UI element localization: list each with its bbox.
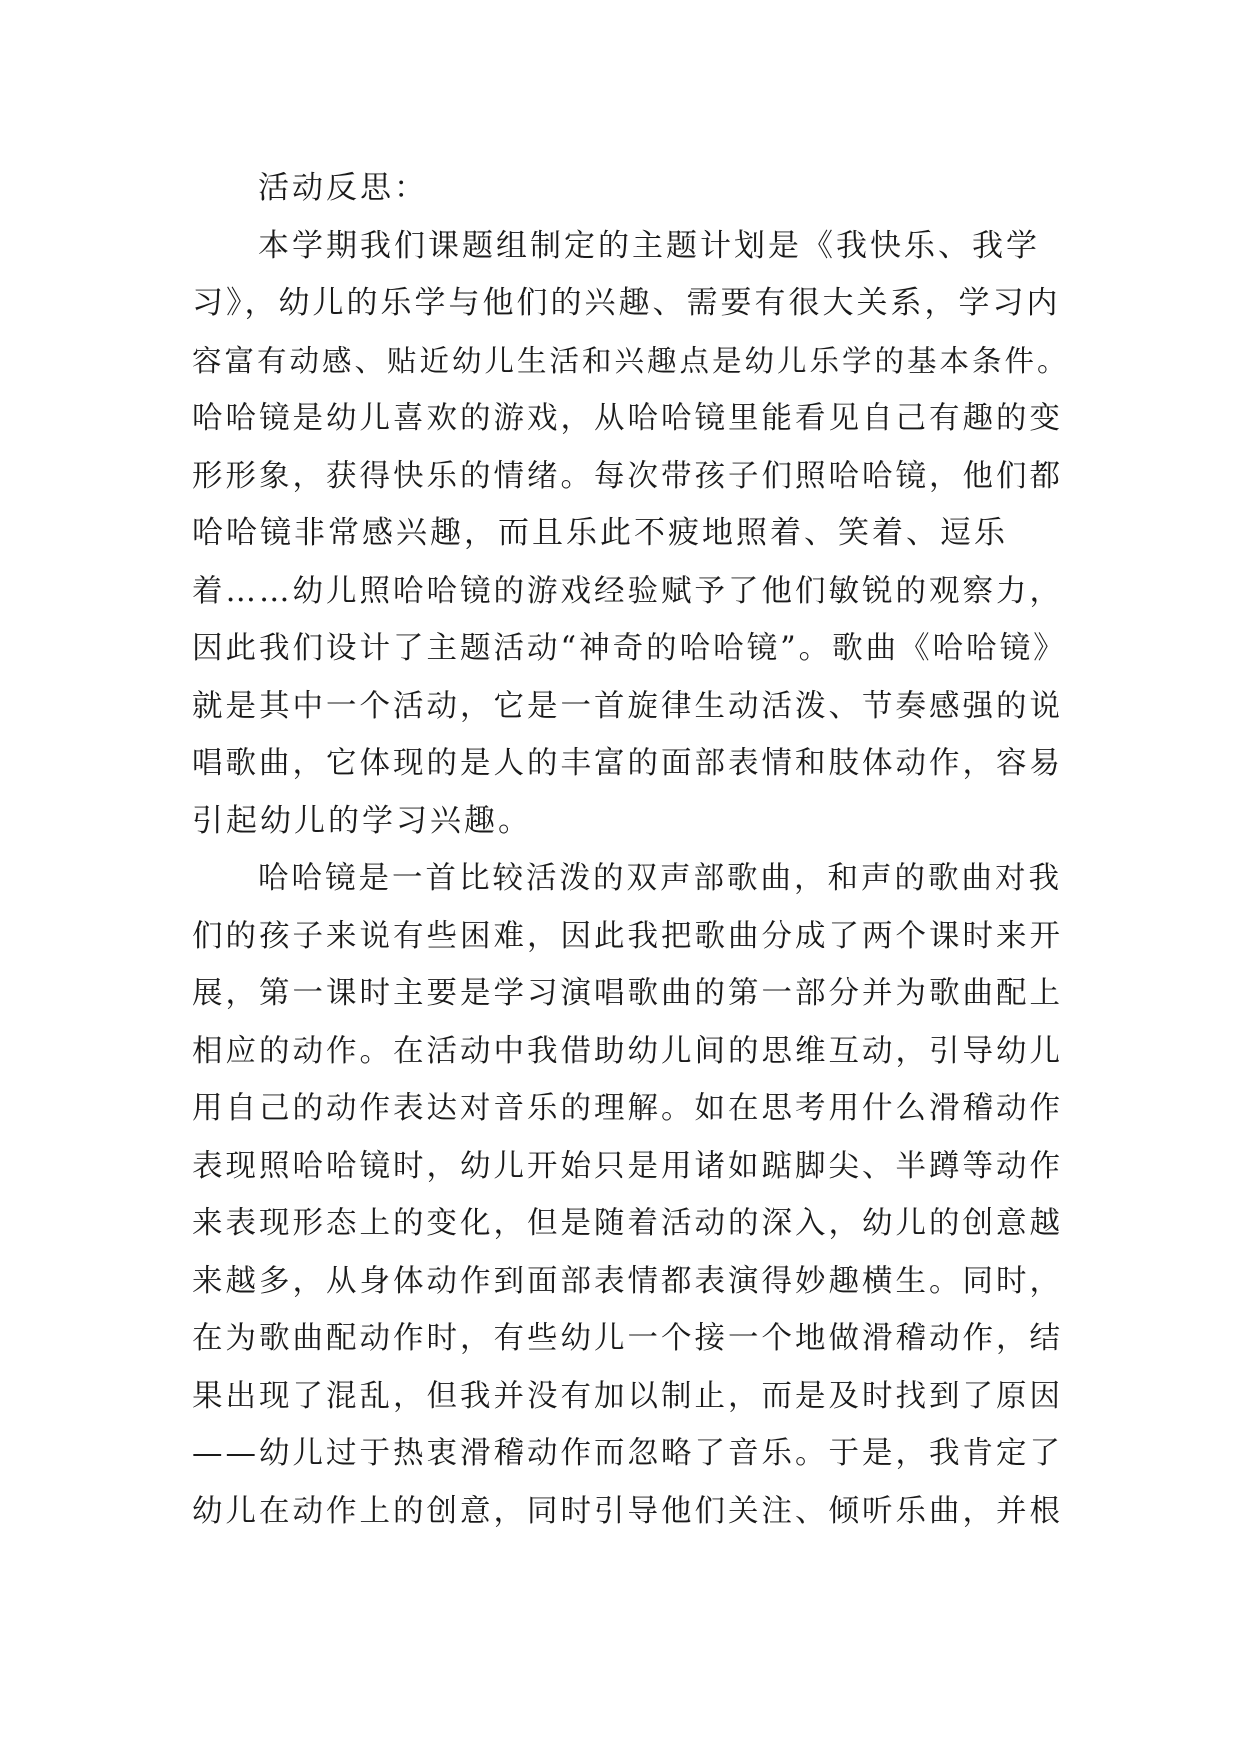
paragraph-line: 因此我们设计了主题活动“神奇的哈哈镜”。歌曲《哈哈镜》: [192, 631, 1067, 666]
paragraph-line: 习》，幼儿的乐学与他们的兴趣、需要有很大关系，学习内: [192, 285, 1061, 321]
paragraph-line: 就是其中一个活动，它是一首旋律生动活泼、节奏感强的说: [192, 688, 1063, 724]
paragraph-line: 着……幼儿照哈哈镜的游戏经验赋予了他们敏锐的观察力，: [192, 573, 1063, 609]
paragraph-line: ——幼儿过于热衷滑稽动作而忽略了音乐。于是，我肯定了: [192, 1436, 1063, 1471]
paragraph-line: 来表现形态上的变化，但是随着活动的深入，幼儿的创意越: [192, 1206, 1063, 1241]
paragraph-line: 在为歌曲配动作时，有些幼儿一个接一个地做滑稽动作，结: [192, 1321, 1063, 1356]
paragraph-line: 哈哈镜非常感兴趣，而且乐此不疲地照着、笑着、逗乐: [192, 515, 1008, 551]
paragraph-line: 引起幼儿的学习兴趣。: [192, 802, 532, 839]
section-heading: 活动反思：: [258, 170, 428, 206]
paragraph-line: 本学期我们课题组制定的主题计划是《我快乐、我学: [258, 227, 1040, 264]
paragraph-line: 形形象，获得快乐的情绪。每次带孩子们照哈哈镜，他们都: [192, 458, 1063, 494]
document-body: [192, 160, 1072, 1540]
paragraph-line: 幼儿在动作上的创意，同时引导他们关注、倾听乐曲，并根: [192, 1493, 1063, 1529]
paragraph-line: 哈哈镜是一首比较活泼的双声部歌曲，和声的歌曲对我: [258, 861, 1062, 896]
paragraph-line: 果出现了混乱，但我并没有加以制止，而是及时找到了原因: [192, 1378, 1063, 1414]
paragraph-line: 们的孩子来说有些困难，因此我把歌曲分成了两个课时来开: [192, 918, 1063, 954]
paragraph-1: [192, 218, 1072, 851]
paragraph-line: 容富有动感、贴近幼儿生活和兴趣点是幼儿乐学的基本条件。: [192, 343, 1070, 378]
paragraph-line: 相应的动作。在活动中我借助幼儿间的思维互动，引导幼儿: [192, 1033, 1063, 1069]
paragraph-line: 展，第一课时主要是学习演唱歌曲的第一部分并为歌曲配上: [192, 976, 1063, 1011]
paragraph-line: 来越多，从身体动作到面部表情都表演得妙趣横生。同时，: [192, 1263, 1063, 1299]
paragraph-line: 表现照哈哈镜时，幼儿开始只是用诸如踮脚尖、半蹲等动作: [192, 1148, 1063, 1184]
paragraph-line: 哈哈镜是幼儿喜欢的游戏，从哈哈镜里能看见自己有趣的变: [192, 401, 1063, 436]
paragraph-2: [192, 850, 1072, 1540]
paragraph-line: 唱歌曲，它体现的是人的丰富的面部表情和肢体动作，容易: [192, 746, 1063, 781]
paragraph-line: 用自己的动作表达对音乐的理解。如在思考用什么滑稽动作: [192, 1091, 1063, 1126]
